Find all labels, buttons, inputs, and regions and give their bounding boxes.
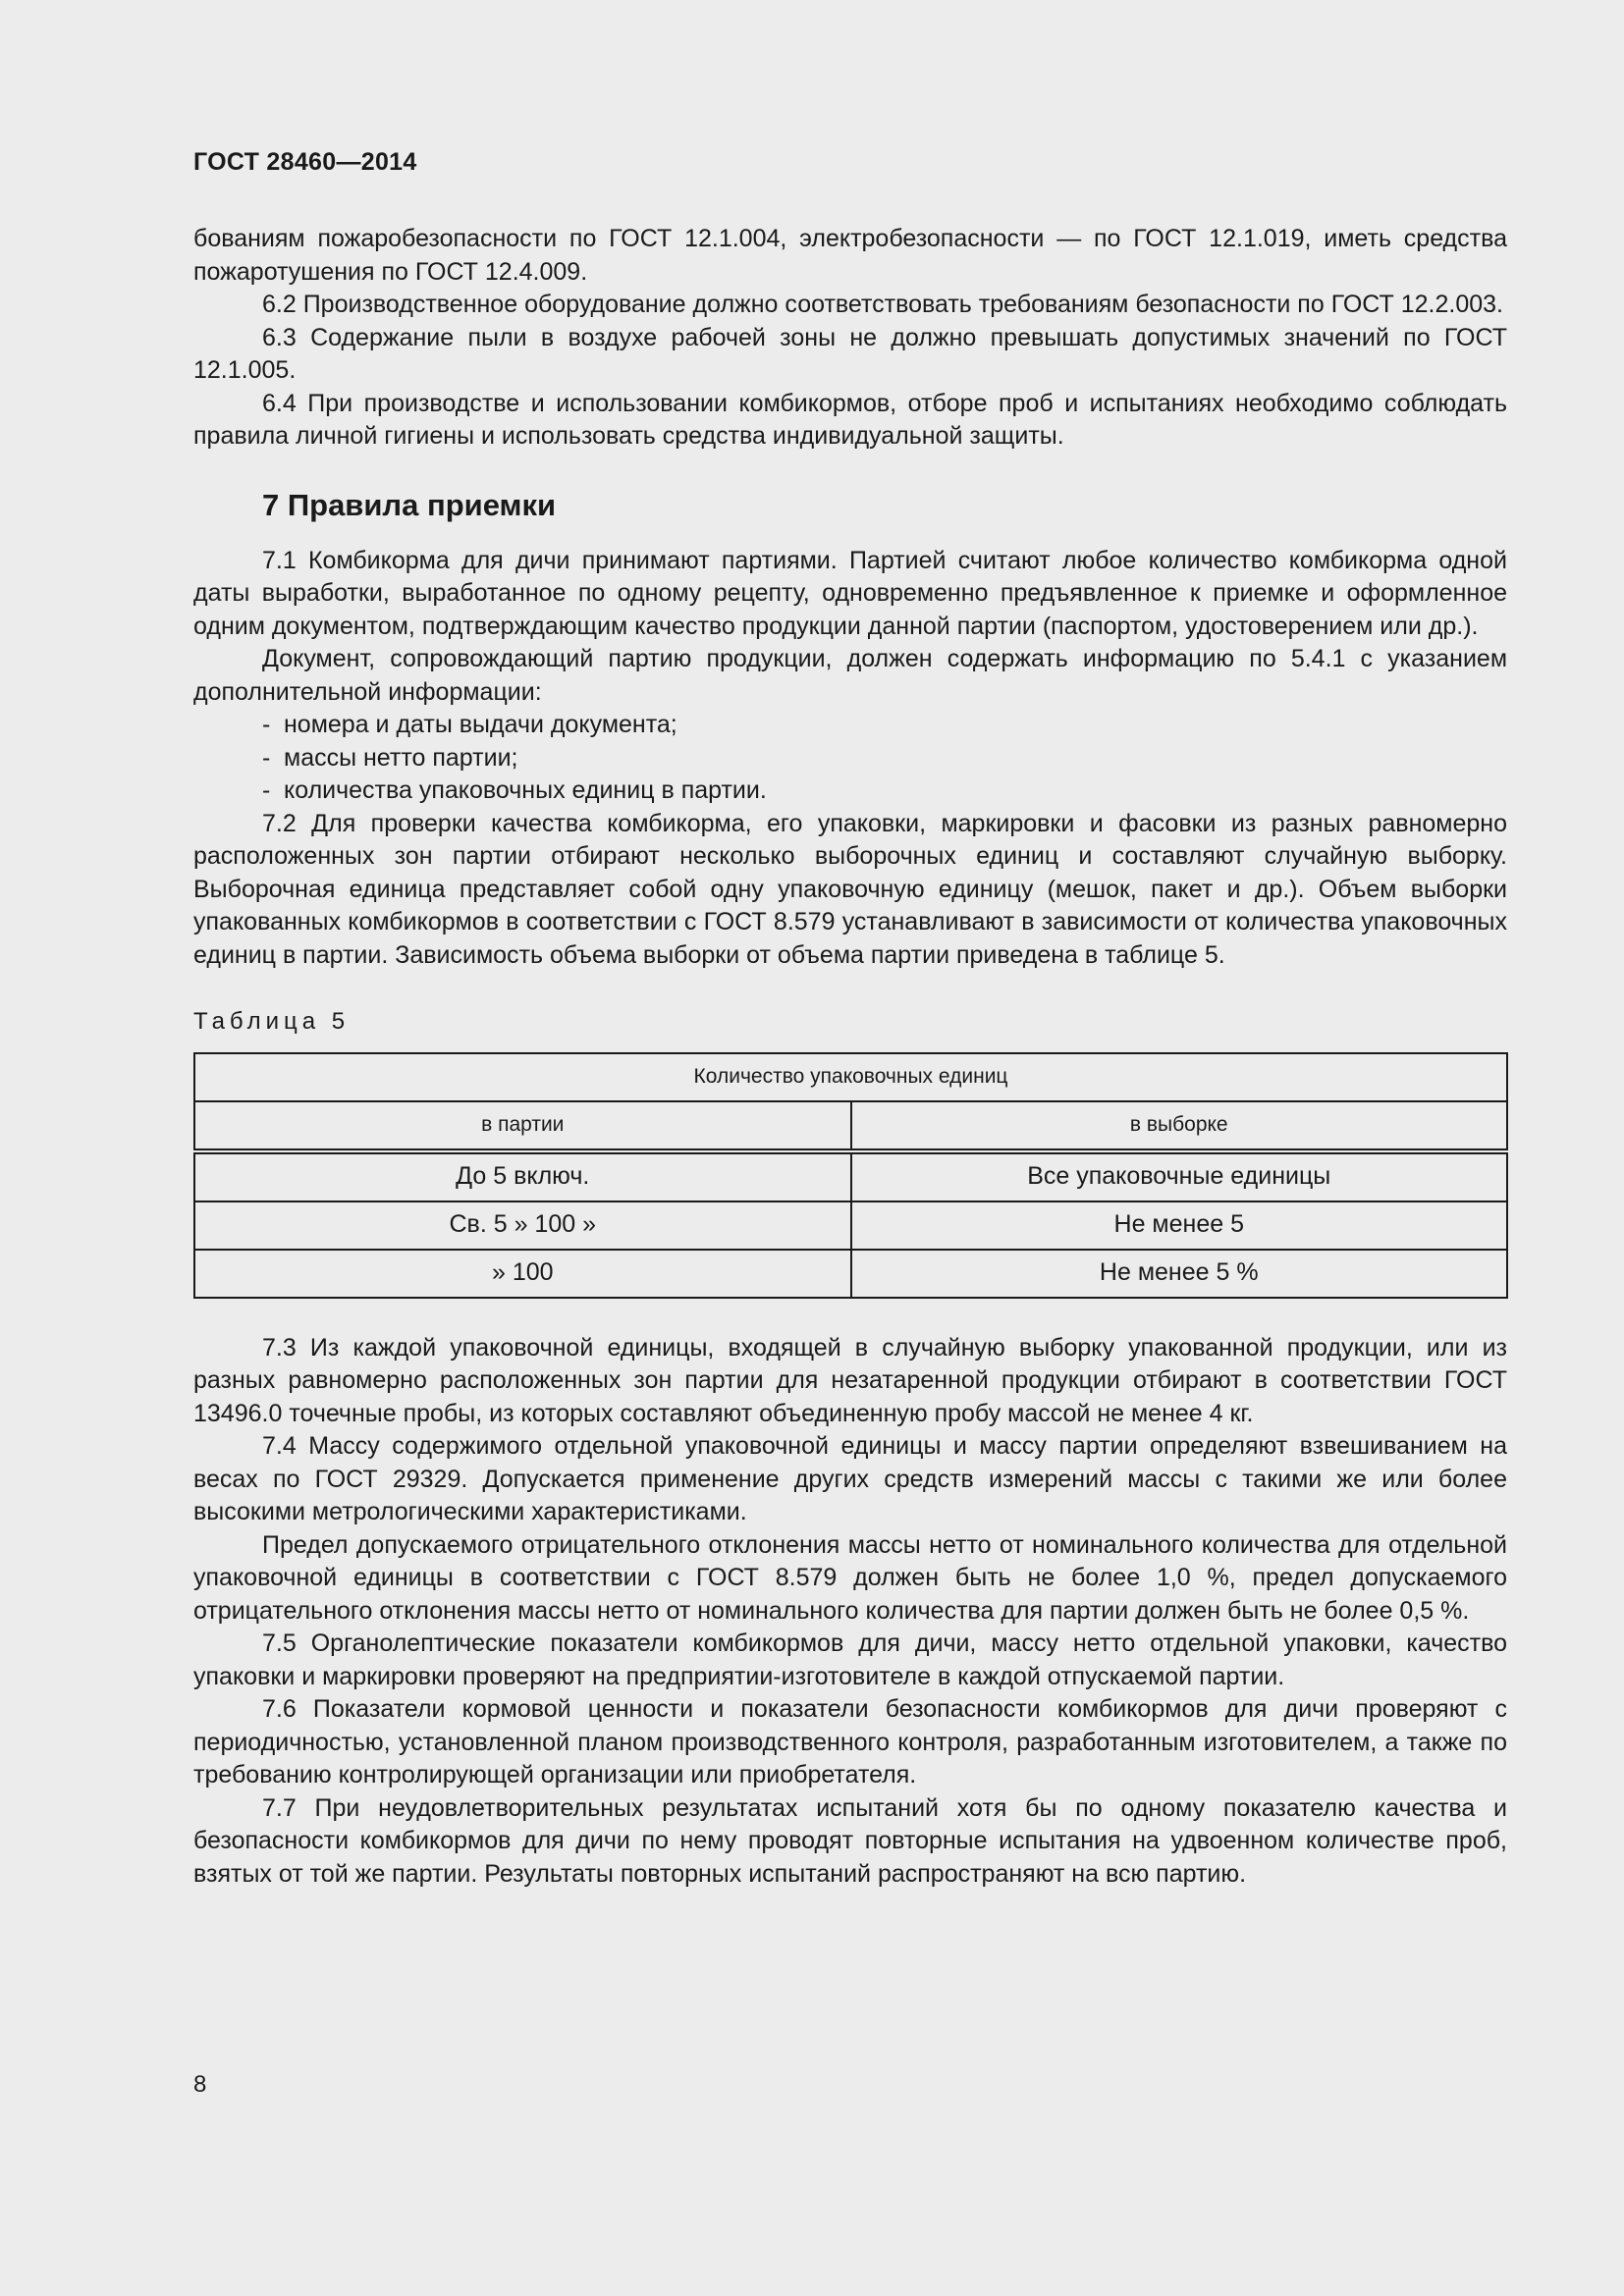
paragraph-6-3: 6.3 Содержание пыли в воздухе рабочей зоны не должно превышать допустимых значений по ГОСТ 12.1.005. [193, 323, 1507, 384]
table-header-row [194, 1053, 1507, 1101]
dash-marker: - [262, 743, 271, 772]
paragraph-7-5: 7.5 Органолептические показатели комбикормов для дичи, массу нетто отдельной упаковки, качество упаковки и маркировки проверяют на предприятии-изготовителе в каждой отпускаемой партии. [193, 1629, 1507, 1690]
paragraph-6-4: 6.4 При производстве и использовании комбикормов, отборе проб и испытаниях необходимо соблюдать правила личной гигиены и использовать средства индивидуальной защиты. [193, 389, 1507, 450]
table-header-col1: в партии [194, 1101, 851, 1151]
dash-marker: - [262, 711, 271, 738]
paragraph-7-1: 7.1 Комбикорма для дичи принимают партиями. Партией считают любое количество комбикорма одной даты выработки, выработанное по одному рецепту, одновременно предъявленное к приемке и оформленное одним документом, подтверждающим качество продукции данной партии (паспортом, удостоверением или др.). [193, 546, 1507, 640]
paragraph-7-4: 7.4 Массу содержимого отдельной упаковочной единицы и массу партии определяют взвешиванием на весах по ГОСТ 29329. Допускается применение других средств измерений массы с такими же или более высокими метрологическими характеристиками. [193, 1432, 1507, 1525]
table-cell: Не менее 5 % [851, 1250, 1508, 1298]
section-7-title: 7 Правила приемки [262, 487, 557, 522]
paragraph-7-4-limit: Предел допускаемого отрицательного отклонения массы нетто от номинального количества для отдельной упаковочной единицы в соответствии с ГОСТ 8.579 должен быть не более 1,0 %, предел допускаемого отрицательного отклонения массы нетто от номинального количества для партии должен быть не более 0,5 %. [193, 1530, 1507, 1625]
document-body [193, 223, 1507, 1891]
paragraph-6-1-continued: бованиям пожаробезопасности по ГОСТ 12.1.004, электробезопасности — по ГОСТ 12.1.019, иметь средства пожаротушения по ГОСТ 12.4.009. [193, 225, 1507, 286]
dash-marker: - [262, 776, 271, 804]
document-header: ГОСТ 28460—2014 [193, 148, 417, 176]
table-cell: Не менее 5 [851, 1201, 1508, 1250]
table-header-col2: в выборке [851, 1101, 1508, 1151]
table-5 [193, 1052, 1508, 1299]
paragraph-7-1-document: Документ, сопровождающий партию продукции, должен содержать информацию по 5.4.1 с указанием дополнительной информации: [193, 645, 1507, 706]
paragraph-7-2: 7.2 Для проверки качества комбикорма, его упаковки, маркировки и фасовки из разных равномерно расположенных зон партии отбирают несколько выборочных единиц и составляют случайную выборку. Выборочная единица представляет собой одну упаковочную единицу (мешок, пакет и др.). Объем выборки упакованных комбикормов в соответствии с ГОСТ 8.579 устанавливают в зависимости от количества упаковочных единиц в партии. Зависимость объема выборки от объема партии приведена в таблице 5. [193, 809, 1507, 969]
list-item [193, 774, 1507, 808]
table-caption: Таблица 5 [193, 1008, 351, 1035]
table-subheader-row [194, 1101, 1507, 1151]
table-cell: Все упаковочные единицы [851, 1151, 1508, 1201]
table-cell: Св. 5 » 100 » [194, 1201, 851, 1250]
list-item-text: количества упаковочных единиц в партии. [284, 776, 767, 804]
paragraph-7-6: 7.6 Показатели кормовой ценности и показатели безопасности комбикормов для дичи проверяют с периодичностью, установленной планом производственного контроля, разработанным изготовителем, а также по требованию контролирующей организации или приобретателя. [193, 1695, 1507, 1789]
table-cell: » 100 [194, 1250, 851, 1298]
paragraph-6-2: 6.2 Производственное оборудование должно соответствовать требованиям безопасности по ГОСТ 12.2.003. [262, 291, 1503, 318]
table-row [194, 1201, 1507, 1250]
list-item [193, 742, 1507, 775]
paragraph-7-7: 7.7 При неудовлетворительных результатах испытаний хотя бы по одному показателю качества и безопасности комбикормов для дичи по нему проводят повторные испытания на удвоенном количестве проб, взятых от той же партии. Результаты повторных испытаний распространяют на всю партию. [193, 1793, 1507, 1888]
page-number: 8 [193, 2071, 207, 2098]
list-item [193, 709, 1507, 742]
table-row [194, 1250, 1507, 1298]
list-item-text: массы нетто партии; [284, 743, 518, 772]
paragraph-7-3: 7.3 Из каждой упаковочной единицы, входящей в случайную выборку упакованной продукции, или из разных равномерно расположенных зон партии для незатаренной продукции отбирают в соответствии ГОСТ 13496.0 точечные пробы, из которых составляют объединенную пробу массой не менее 4 кг. [193, 1333, 1507, 1427]
table-cell: До 5 включ. [194, 1151, 851, 1201]
list-item-text: номера и даты выдачи документа; [284, 711, 677, 738]
table-row [194, 1151, 1507, 1201]
table-header-main: Количество упаковочных единиц [194, 1053, 1507, 1101]
